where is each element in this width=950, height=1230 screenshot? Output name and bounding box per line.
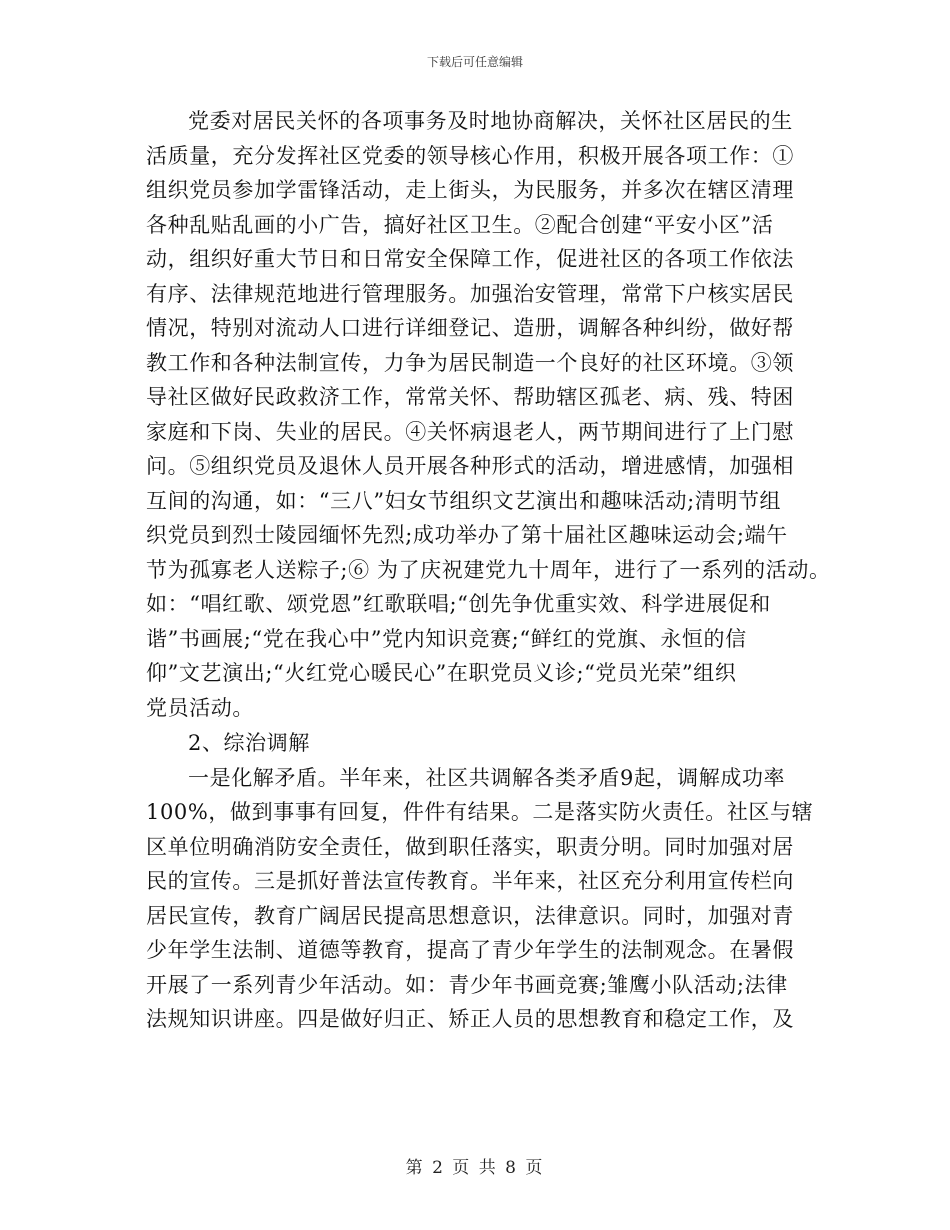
text-line: 动，组织好重大节日和日常安全保障工作，促进社区的各项工作依法	[146, 247, 794, 271]
text-line: 教工作和各种法制宣传，力争为居民制造一个良好的社区环境。③领	[146, 350, 794, 375]
page-footer: 第 2 页 共 8 页	[405, 1158, 545, 1178]
text-line: 民的宣传。三是抓好普法宣传教育。半年来，社区充分利用宣传栏向	[146, 869, 794, 893]
text-line: 开展了一系列青少年活动。如：青少年书画竞赛;雏鹰小队活动;法律	[146, 972, 788, 997]
text-line: 谐”书画展;“党在我心中”党内知识竞赛;“鲜红的党旗、永恒的信	[146, 626, 747, 651]
section-heading: 2、综治调解	[188, 731, 310, 755]
text-line: 导社区做好民政救济工作，常常关怀、帮助辖区孤老、病、残、特困	[146, 385, 794, 409]
text-line: 有序、法律规范地进行管理服务。加强治安管理，常常下户核实居民	[146, 281, 794, 306]
text-line: 一是化解矛盾。半年来，社区共调解各类矛盾9起，调解成功率	[188, 765, 786, 790]
text-line: 问。⑤组织党员及退休人员开展各种形式的活动，增进感情，加强相	[146, 454, 794, 478]
text-line: 少年学生法制、道德等教育，提高了青少年学生的法制观念。在暑假	[146, 938, 794, 962]
text-line: 各种乱贴乱画的小广告，搞好社区卫生。②配合创建“平安小区”活	[146, 212, 774, 237]
paragraph-community-work	[146, 104, 831, 725]
text-line: 活质量，充分发挥社区党委的领导核心作用，积极开展各项工作：①	[146, 143, 794, 168]
text-line: 互间的沟通，如：“三八”妇女节组织文艺演出和趣味活动;清明节组	[146, 488, 782, 513]
text-line: 组织党员参加学雷锋活动，走上街头，为民服务，并多次在辖区清理	[146, 178, 794, 202]
text-line: 100%，做到事事有回复，件件有结果。二是落实防火责任。社区与辖	[146, 800, 814, 824]
text-line: 区单位明确消防安全责任，做到职任落实，职责分明。同时加强对居	[146, 834, 794, 859]
text-line: 织党员到烈士陵园缅怀先烈;成功举办了第十届社区趣味运动会;端午	[146, 523, 788, 547]
text-line: 党委对居民关怀的各项事务及时地协商解决，关怀社区居民的生	[188, 109, 793, 133]
text-line: 法规知识讲座。四是做好归正、矫正人员的思想教育和稳定工作，及	[146, 1007, 794, 1031]
document-body	[146, 104, 831, 1037]
text-line: 节为孤寡老人送粽子;⑥ 为了庆祝建党九十周年，进行了一系列的活动。	[146, 557, 831, 582]
page-header: 下载后可任意编辑	[426, 55, 523, 69]
paragraph-mediation	[146, 761, 814, 1037]
text-line: 党员活动。	[146, 695, 254, 720]
text-line: 居民宣传，教育广阔居民提高思想意识，法律意识。同时，加强对青	[146, 903, 794, 928]
text-line: 如：“唱红歌、颂党恩”红歌联唱;“创先争优重实效、科学进展促和	[146, 592, 771, 616]
text-line: 情况，特别对流动人口进行详细登记、造册，调解各种纠纷，做好帮	[146, 316, 794, 340]
text-line: 仰”文艺演出;“火红党心暖民心”在职党员义诊;“党员光荣”组织	[146, 661, 737, 685]
text-line: 家庭和下岗、失业的居民。④关怀病退老人，两节期间进行了上门慰	[146, 419, 794, 444]
